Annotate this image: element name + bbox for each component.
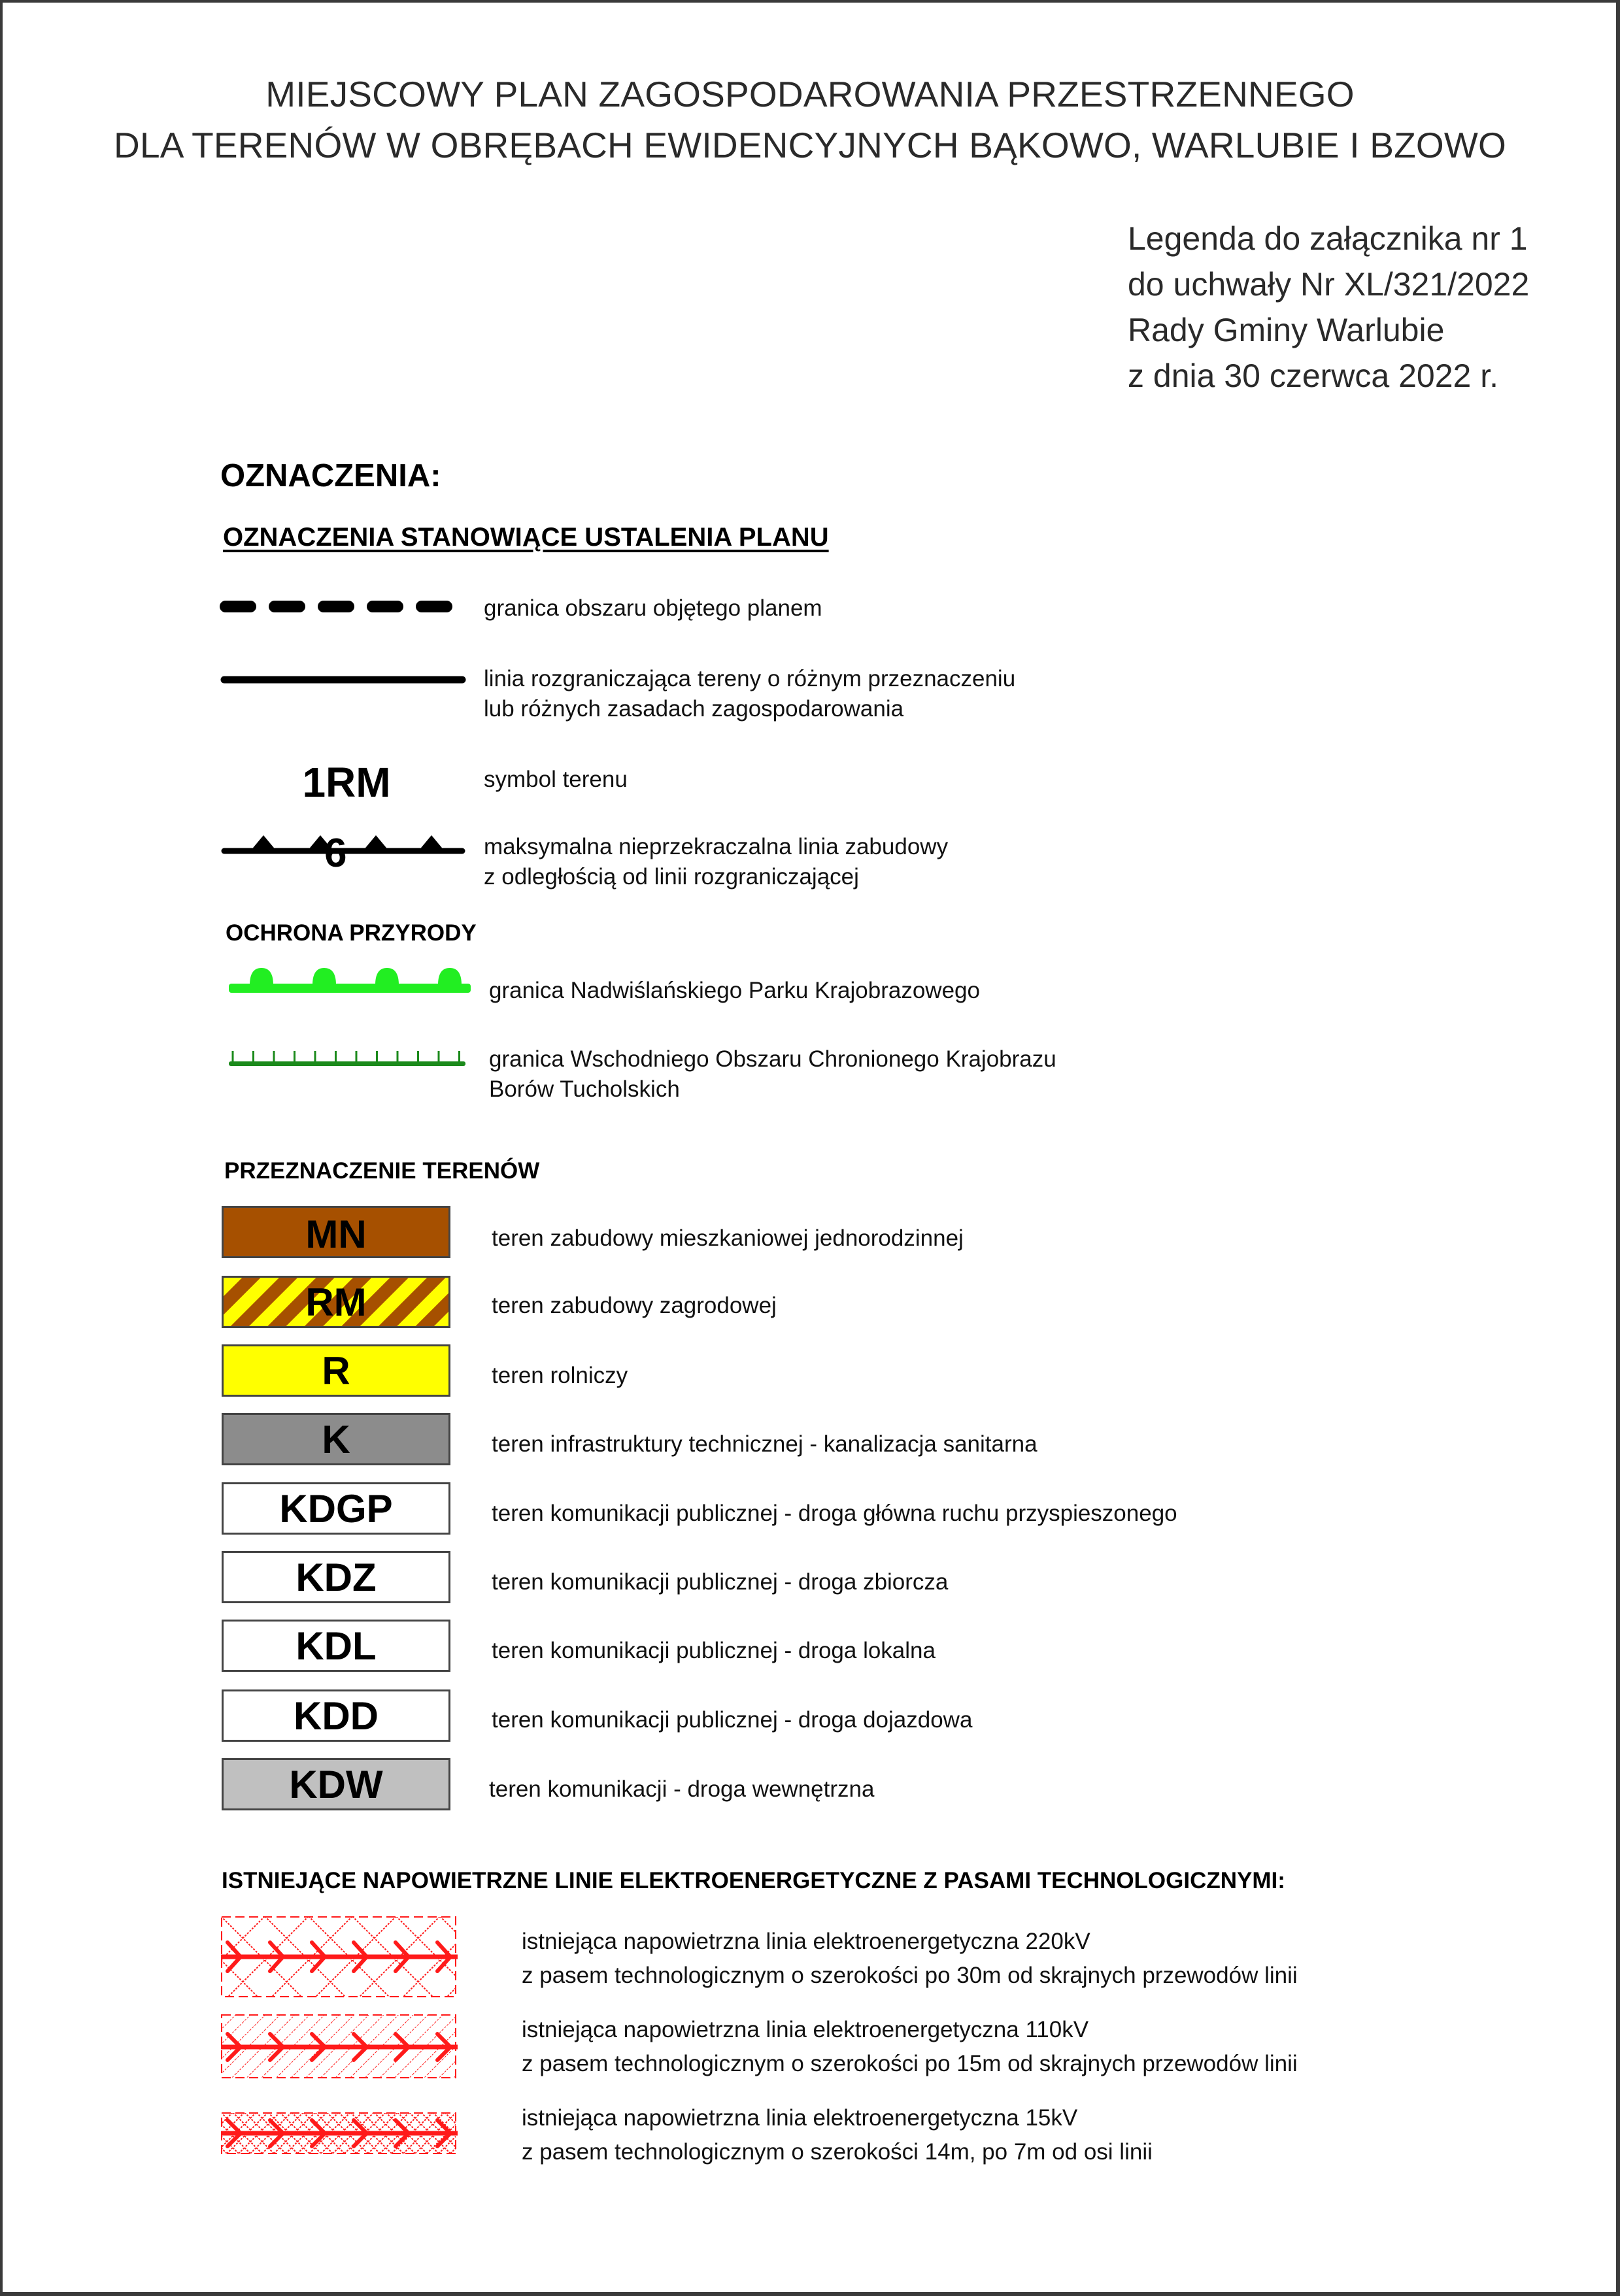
dashed-boundary-line-icon <box>219 595 454 618</box>
power-line-description <box>522 2013 1298 2081</box>
land-use-description: teren komunikacji publicznej - droga lokalna <box>492 1638 936 1663</box>
land-use-code: KDW <box>289 1762 383 1806</box>
land-use-code: KDGP <box>279 1486 393 1531</box>
legend-item-text <box>484 664 1015 724</box>
land-use-code: K <box>322 1417 350 1461</box>
legend-item-text-line: maksymalna nieprzekraczalna linia zabudowy <box>484 834 949 859</box>
power-line-15kv-icon <box>221 2112 458 2155</box>
land-use-code: RM <box>305 1280 367 1324</box>
land-use-code: KDZ <box>295 1555 377 1599</box>
land-use-swatch-k <box>222 1413 450 1465</box>
legend-ref-line: z dnia 30 czerwca 2022 r. <box>1128 358 1498 394</box>
document-title-line-1: MIEJSCOWY PLAN ZAGOSPODAROWANIA PRZESTRZENNEGO <box>265 74 1355 114</box>
building-line-distance-label: 6 <box>324 831 347 876</box>
legend-ref-line: do uchwały Nr XL/321/2022 <box>1128 266 1530 303</box>
power-line-description-line: istniejąca napowietrzna linia elektroenergetyczna 110kV <box>522 2017 1089 2042</box>
legend-item-text <box>484 832 948 892</box>
land-use-description: teren komunikacji publicznej - droga dojazdowa <box>492 1707 973 1733</box>
land-use-swatch-r <box>222 1344 450 1397</box>
section-heading-power-lines: ISTNIEJĄCE NAPOWIETRZNE LINIE ELEKTROENERGETYCZNE Z PASAMI TECHNOLOGICZNYMI: <box>222 1868 1285 1893</box>
land-use-description: teren infrastruktury technicznej - kanalizacja sanitarna <box>492 1431 1038 1457</box>
section-subheading-ustalenia: OZNACZENIA STANOWIĄCE USTALENIA PLANU <box>223 523 829 552</box>
land-use-description: teren zabudowy mieszkaniowej jednorodzinnej <box>492 1225 964 1251</box>
power-line-description-line: z pasem technologicznym o szerokości 14m, po 7m od osi linii <box>522 2139 1153 2165</box>
legend-item-text: granica obszaru objętego planem <box>484 595 822 621</box>
power-line-description-line: z pasem technologicznym o szerokości po 15m od skrajnych przewodów linii <box>522 2051 1298 2076</box>
legend-item-text-line: Borów Tucholskich <box>489 1076 680 1102</box>
legend-item-text: granica Nadwiślańskiego Parku Krajobrazowego <box>489 978 980 1003</box>
section-heading-oznaczenia: OZNACZENIA: <box>220 458 441 493</box>
legend-item-text-line: granica Wschodniego Obszaru Chronionego Krajobrazu <box>489 1046 1056 1072</box>
land-use-swatch-rm <box>222 1276 450 1328</box>
land-use-description: teren komunikacji - droga wewnętrzna <box>489 1776 875 1802</box>
legend-item-text-line: linia rozgraniczająca tereny o różnym przeznaczeniu <box>484 666 1016 691</box>
land-use-description: teren komunikacji publicznej - droga główna ruchu przyspieszonego <box>492 1501 1177 1526</box>
land-use-swatch-kdl <box>222 1620 450 1672</box>
document-title-line-2: DLA TERENÓW W OBRĘBACH EWIDENCYJNYCH BĄKOWO, WARLUBIE I BZOWO <box>114 125 1506 165</box>
power-line-description-line: istniejąca napowietrzna linia elektroenergetyczna 15kV <box>522 2105 1078 2131</box>
land-use-swatch-kdgp <box>222 1482 450 1535</box>
area-symbol-example: 1RM <box>302 759 391 806</box>
solid-dividing-line-icon <box>219 670 467 690</box>
park-boundary-line-icon <box>229 964 471 997</box>
land-use-description: teren komunikacji publicznej - droga zbiorcza <box>492 1569 949 1595</box>
section-heading-ochrona-przyrody: OCHRONA PRZYRODY <box>226 920 477 946</box>
land-use-swatch-kdw <box>222 1758 450 1810</box>
power-line-110kv-icon <box>221 2014 458 2080</box>
land-use-swatch-kdz <box>222 1551 450 1603</box>
power-line-220kv-icon <box>221 1916 458 1999</box>
legend-item-text <box>489 1044 1056 1105</box>
protected-landscape-boundary-icon <box>229 1046 471 1072</box>
legend-reference <box>1128 216 1529 399</box>
section-heading-przeznaczenie: PRZEZNACZENIE TERENÓW <box>224 1158 540 1184</box>
legend-item-text: symbol terenu <box>484 767 628 792</box>
legend-item-text-line: lub różnych zasadach zagospodarowania <box>484 696 904 722</box>
power-line-description <box>522 2101 1153 2169</box>
legend-item-text-line: z odległością od linii rozgraniczającej <box>484 864 859 890</box>
power-line-description <box>522 1925 1298 1993</box>
land-use-swatch-mn <box>222 1206 450 1258</box>
land-use-code: R <box>322 1348 350 1393</box>
land-use-code: KDD <box>294 1693 379 1738</box>
land-use-description: teren zabudowy zagrodowej <box>492 1293 777 1318</box>
land-use-code: MN <box>305 1212 367 1256</box>
land-use-code: KDL <box>295 1623 377 1668</box>
land-use-swatch-kdd <box>222 1689 450 1742</box>
legend-ref-line: Rady Gminy Warlubie <box>1128 312 1445 348</box>
power-line-description-line: istniejąca napowietrzna linia elektroenergetyczna 220kV <box>522 1929 1090 1954</box>
land-use-description: teren rolniczy <box>492 1363 628 1388</box>
legend-ref-line: Legenda do załącznika nr 1 <box>1128 220 1528 257</box>
power-line-description-line: z pasem technologicznym o szerokości po 30m od skrajnych przewodów linii <box>522 1963 1298 1988</box>
